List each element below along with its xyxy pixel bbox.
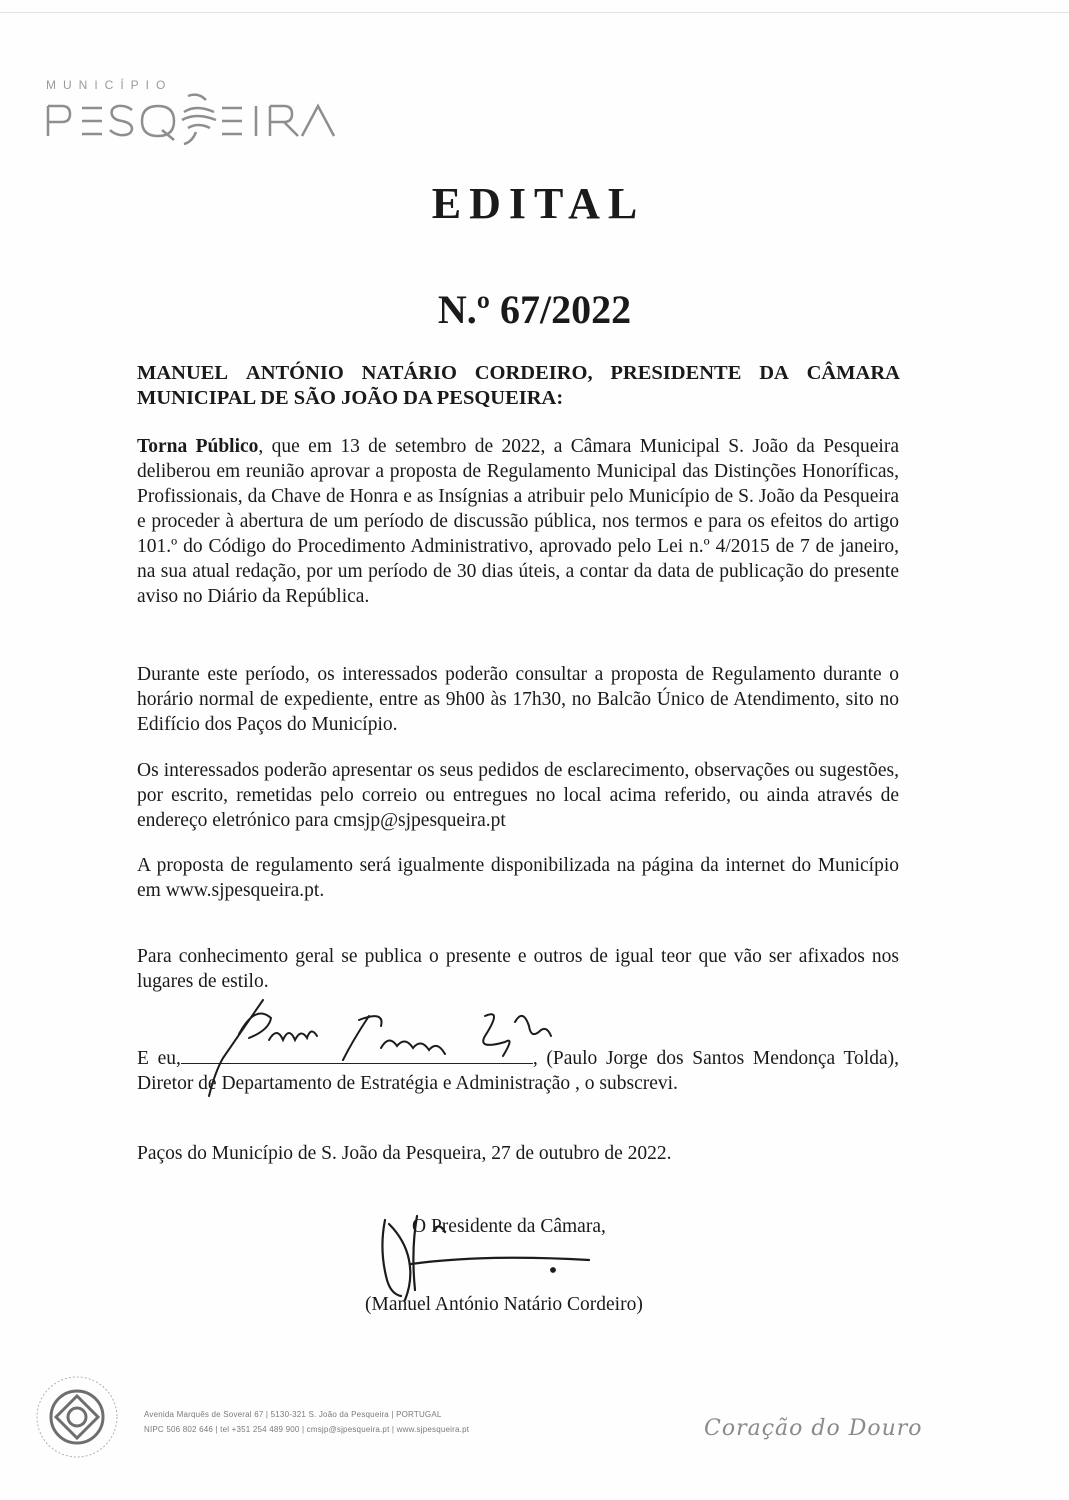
heading-word: NATÁRIO [361,362,457,384]
paragraph-publication: Para conhecimento geral se publica o presente e outros de igual teor que vão ser afixados nos lugares de estilo. [137,946,899,992]
announcement-lead: Torna Público [137,436,259,457]
footer-contacts: NIPC 506 802 646 | tel +351 254 489 900 | cmsjp@sjpesqueira.pt | www.sjpesqueira.pt [144,1425,470,1434]
paragraph-date: Paços do Município de S. João da Pesqueira, 27 de outubro de 2022. [137,1143,672,1164]
logo-wordmark-icon [46,90,356,150]
paragraph-consultation: Durante este período, os interessados poderão consultar a proposta de Regulamento durante o horário normal de expediente, entre as 9h00 às 17h30, no Balcão Único de Atendimento, sito no Edifício dos Paços do Município. [137,664,899,735]
president-heading [137,361,900,411]
heading-line-2: MUNICIPAL DE SÃO JOÃO DA PESQUEIRA: [137,387,564,409]
municipality-logo [46,72,356,152]
heading-word: ANTÓNIO [245,362,344,384]
heading-word: MANUEL [137,362,229,384]
heading-line-1 [137,361,900,386]
document-number: N.º 67/2022 [437,287,632,332]
subscriber-prefix: E eu, [137,1048,181,1069]
footer-slogan: Coração do Douro [704,1416,923,1441]
world-heritage-badge-icon [34,1374,120,1460]
heading-word: CORDEIRO, [474,362,593,384]
announcement-text: , que em 13 de setembro de 2022, a Câmara Municipal S. João da Pesqueira deliberou em reunião aprovar a proposta de Regulamento Municipal das Distinções Honoríficas, Profissionais, da Chave de Honra e as Insígnias a atribuir pelo Município de S. João da Pesqueira e proceder à abertura de um período de discussão pública, nos termos e para os efeitos do artigo 101.º do Código do Procedimento Administrativo, aprovado pelo Lei n.º 4/2015 de 7 de janeiro, na sua atual redação, por um período de 30 dias úteis, a contar da data de publicação do presente aviso no Diário da República. [137,436,899,607]
president-name: (Manuel António Natário Cordeiro) [365,1294,643,1315]
heading-word: CÂMARA [806,362,900,384]
heading-word: PRESIDENTE [610,362,742,384]
document-title: EDITAL [431,179,646,228]
paragraph-submissions: Os interessados poderão apresentar os seus pedidos de esclarecimento, observações ou sugestões, por escrito, remetidas pelo correio ou entregues no local acima referido, ou ainda através de endereço eletrónico para cmsjp@sjpesqueira.pt [137,760,899,831]
paragraph-website: A proposta de regulamento será igualmente disponibilizada na página da internet do Município em www.sjpesqueira.pt. [137,855,899,901]
subscriber-text: , (Paulo Jorge dos Santos Mendonça Tolda), Diretor de Departamento de Estratégia e Administração , o subscrevi. [137,1048,899,1094]
logo-municipio-text: MUNICÍPIO [46,78,173,92]
paragraph-announcement [137,434,899,609]
footer-address: Avenida Marquês de Soveral 67 | 5130-321 S. João da Pesqueira | PORTUGAL [144,1410,442,1419]
president-role: O Presidente da Câmara, [412,1216,606,1237]
heading-word: DA [759,362,789,384]
director-signature-icon [185,996,565,1106]
scan-edge-line [0,12,1069,13]
